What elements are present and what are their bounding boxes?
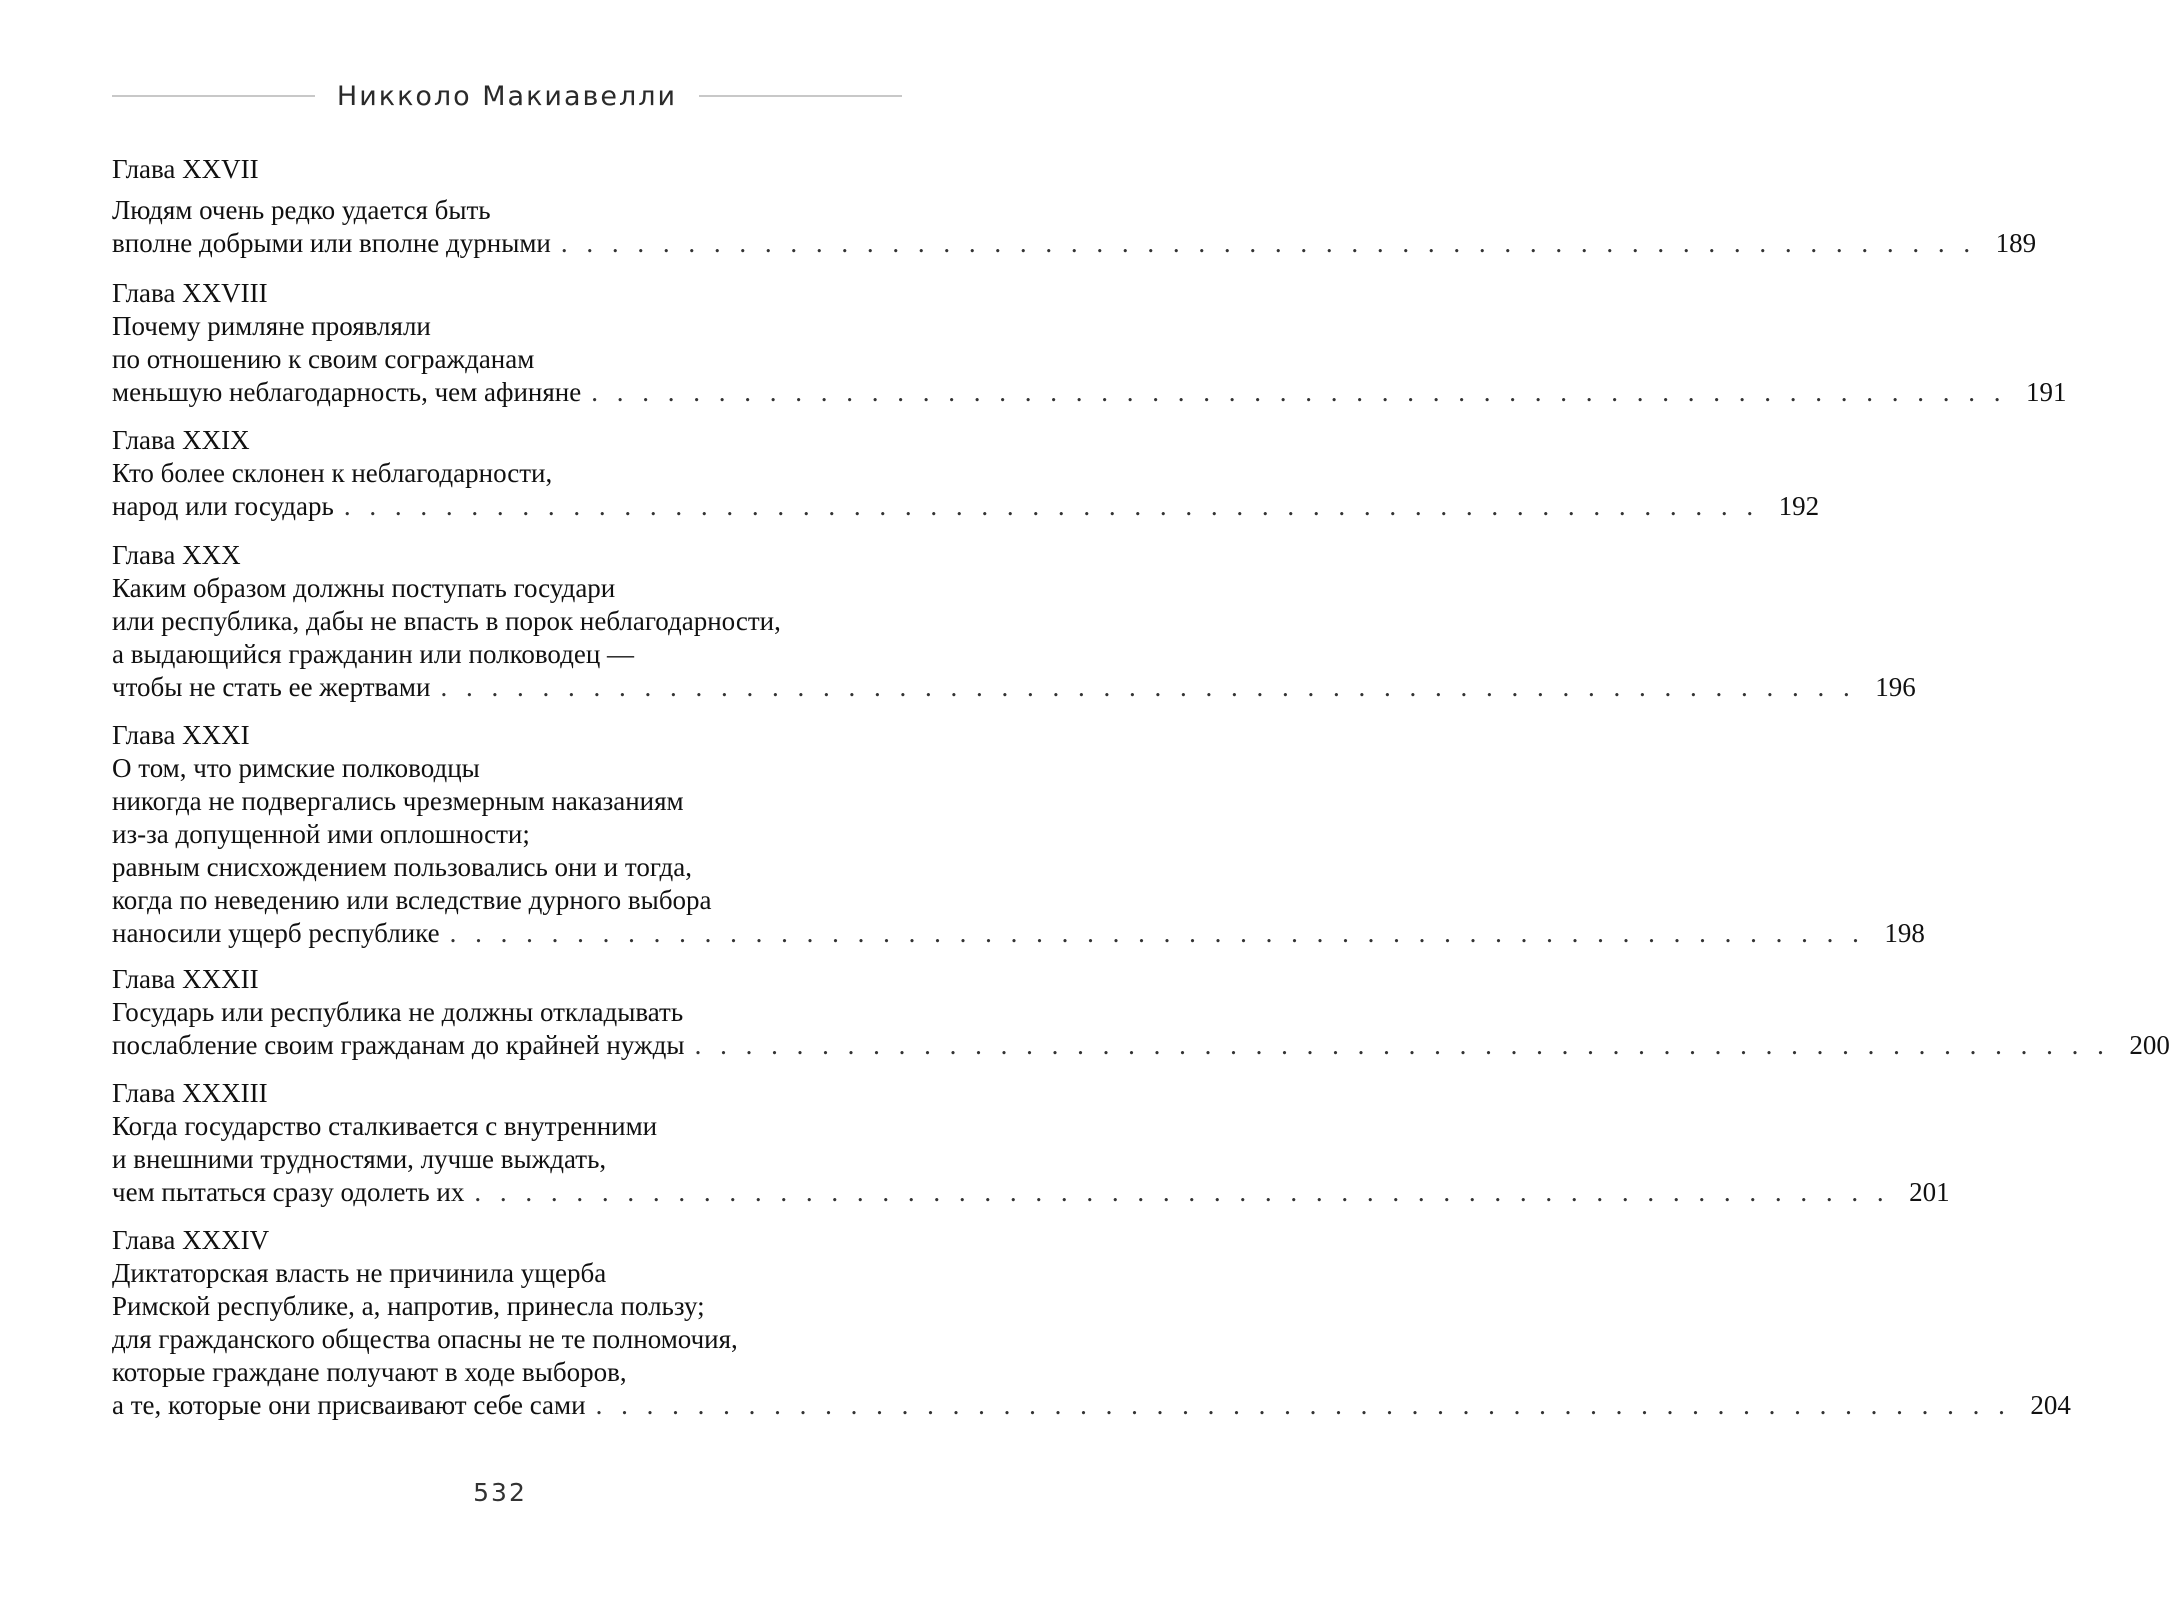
header-rule-right bbox=[699, 95, 902, 97]
entry-last-line bbox=[112, 376, 2067, 409]
toc-entry bbox=[112, 1224, 2071, 1422]
entry-title-line: или республика, дабы не впасть в порок неблагодарности, bbox=[112, 606, 781, 636]
entry-title-line: Каким образом должны поступать государи bbox=[112, 573, 616, 603]
entry-title-line: по отношению к своим согражданам bbox=[112, 344, 535, 374]
dot-leader: . . . . . . . . . . . . . . . . . . . . . . . . . . . . . . . . . . . . . . . . . . . . . . . . . . . . . . . . bbox=[343, 491, 1760, 521]
entry-last-line bbox=[112, 1176, 1950, 1209]
entry-title-line: О том, что римские полководцы bbox=[112, 753, 480, 783]
entry-title-line: народ или государь bbox=[112, 491, 334, 521]
dot-leader: . . . . . . . . . . . . . . . . . . . . . . . . . . . . . . . . . . . . . . . . . . . . . . . . . . . . . . . . bbox=[449, 918, 1865, 948]
entry-title-line: из-за допущенной ими оплошности; bbox=[112, 819, 530, 849]
dot-leader: . . . . . . . . . . . . . . . . . . . . . . . . . . . . . . . . . . . . . . . . . . . . . . . . . . . . . . . . bbox=[694, 1030, 2110, 1060]
toc-entry bbox=[112, 1077, 1950, 1209]
entry-title-line: Диктаторская власть не причинила ущерба bbox=[112, 1258, 607, 1288]
entry-last-line bbox=[112, 671, 1916, 704]
entry-title-line: Государь или республика не должны откладывать bbox=[112, 997, 684, 1027]
page-reference: 192 bbox=[1778, 491, 1820, 521]
entry-title-line: Кто более склонен к неблагодарности, bbox=[112, 458, 553, 488]
page-reference: 198 bbox=[1884, 918, 1925, 948]
chapter-heading: Глава XXXIII bbox=[112, 1078, 268, 1108]
entry-title-line: равным снисхождением пользовались они и тогда, bbox=[112, 852, 693, 882]
running-header-title: Никколо Макиавелли bbox=[336, 80, 678, 112]
entry-title-line: меньшую неблагодарность, чем афиняне bbox=[112, 377, 582, 407]
dot-leader: . . . . . . . . . . . . . . . . . . . . . . . . . . . . . . . . . . . . . . . . . . . . . . . . . . . . . . . . bbox=[560, 228, 1977, 258]
entry-title-line: никогда не подвергались чрезмерным наказаниям bbox=[112, 786, 684, 816]
chapter-heading: Глава XXVII bbox=[112, 154, 259, 184]
chapter-heading: Глава XXXII bbox=[112, 964, 259, 994]
entry-last-line bbox=[112, 917, 1925, 950]
toc-entry bbox=[112, 719, 1925, 950]
page-reference: 200 bbox=[2129, 1030, 2170, 1060]
entry-title-line: чтобы не стать ее жертвами bbox=[112, 672, 431, 702]
dot-leader: . . . . . . . . . . . . . . . . . . . . . . . . . . . . . . . . . . . . . . . . . . . . . . . . . . . . . . . . bbox=[595, 1390, 2011, 1420]
page-reference: 201 bbox=[1909, 1177, 1950, 1207]
entry-title-line: а те, которые они присваивают себе сами bbox=[112, 1390, 586, 1420]
entry-title-line: Когда государство сталкивается с внутренними bbox=[112, 1111, 658, 1141]
entry-title-line: и внешними трудностями, лучше выждать, bbox=[112, 1144, 607, 1174]
toc-entry bbox=[112, 277, 2067, 409]
chapter-heading: Глава XXXIV bbox=[112, 1225, 270, 1255]
dot-leader: . . . . . . . . . . . . . . . . . . . . . . . . . . . . . . . . . . . . . . . . . . . . . . . . . . . . . . . . bbox=[440, 672, 1856, 702]
entry-title-line: послабление своим гражданам до крайней нужды bbox=[112, 1030, 685, 1060]
dot-leader: . . . . . . . . . . . . . . . . . . . . . . . . . . . . . . . . . . . . . . . . . . . . . . . . . . . . . . . . bbox=[474, 1177, 1890, 1207]
page-reference: 196 bbox=[1875, 672, 1916, 702]
entry-title-line: вполне добрыми или вполне дурными bbox=[112, 228, 551, 258]
toc-entry bbox=[112, 539, 1916, 704]
page-reference: 204 bbox=[2030, 1390, 2071, 1420]
page-number: 532 bbox=[473, 1478, 527, 1507]
toc-entry bbox=[112, 153, 2037, 260]
chapter-heading: Глава XXXI bbox=[112, 720, 250, 750]
entry-last-line bbox=[112, 227, 2037, 260]
page-reference: 191 bbox=[2025, 377, 2067, 407]
entry-last-line bbox=[112, 490, 1820, 523]
entry-title-line: для гражданского общества опасны не те полномочия, bbox=[112, 1324, 738, 1354]
entry-title-line: Людям очень редко удается быть bbox=[112, 195, 491, 225]
running-header bbox=[112, 76, 902, 116]
entry-title-line: наносили ущерб республике bbox=[112, 918, 440, 948]
toc-entry bbox=[112, 963, 2170, 1062]
entry-title-line: а выдающийся гражданин или полководец — bbox=[112, 639, 635, 669]
header-rule-left bbox=[112, 95, 315, 97]
entry-title-line: Римской республике, а, напротив, принесла пользу; bbox=[112, 1291, 705, 1321]
chapter-heading: Глава XXX bbox=[112, 540, 241, 570]
entry-title-line: Почему римляне проявляли bbox=[112, 311, 431, 341]
page-reference: 189 bbox=[1995, 228, 2037, 258]
entry-title-line: когда по неведению или вследствие дурного выбора bbox=[112, 885, 712, 915]
chapter-heading: Глава XXVIII bbox=[112, 278, 268, 308]
entry-title-line: чем пытаться сразу одолеть их bbox=[112, 1177, 465, 1207]
dot-leader: . . . . . . . . . . . . . . . . . . . . . . . . . . . . . . . . . . . . . . . . . . . . . . . . . . . . . . . . bbox=[591, 377, 2007, 407]
chapter-heading: Глава XXIX bbox=[112, 425, 250, 455]
toc-entry bbox=[112, 424, 1820, 523]
entry-last-line bbox=[112, 1389, 2071, 1422]
entry-title-line: которые граждане получают в ходе выборов, bbox=[112, 1357, 627, 1387]
entry-last-line bbox=[112, 1029, 2170, 1062]
